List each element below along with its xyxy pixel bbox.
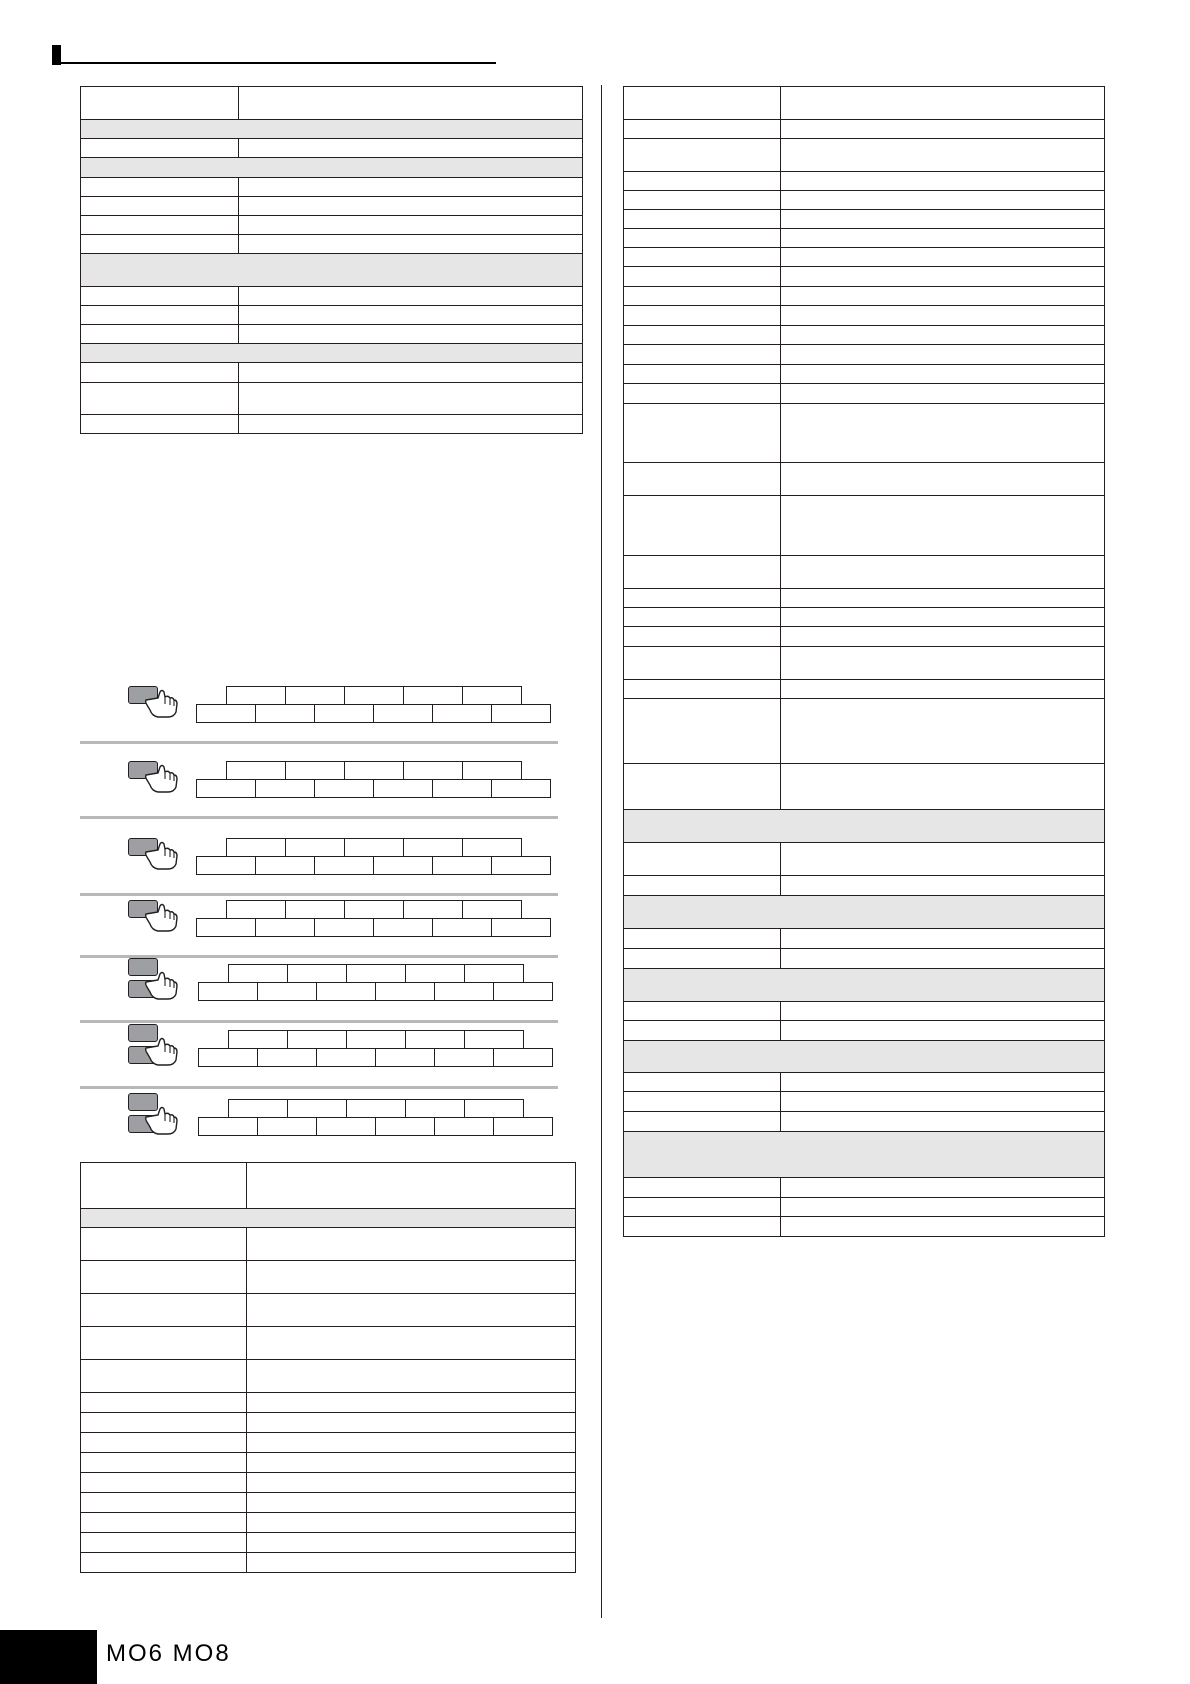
keyboard-key-lower — [316, 1117, 376, 1136]
keyboard-key-lower — [255, 704, 315, 723]
keyboard-key-upper — [405, 1099, 465, 1118]
diagram-separator — [80, 1086, 558, 1089]
table-row — [624, 1073, 1105, 1092]
keyboard-key-lower — [198, 982, 258, 1001]
keyboard-key-upper — [403, 686, 463, 705]
hand-pressing-button-icon — [144, 688, 182, 723]
keyboard-key-upper — [285, 761, 345, 780]
table-row — [624, 589, 1105, 608]
table-header-row — [81, 1163, 576, 1209]
keyboard-key-lower — [434, 982, 494, 1001]
keyboard-key-upper — [464, 1099, 524, 1118]
keyboard-key-upper — [344, 686, 404, 705]
table-section-row — [624, 969, 1105, 1002]
keyboard-key-upper — [462, 838, 522, 857]
keyboard-key-upper — [346, 1030, 406, 1049]
table-row — [624, 843, 1105, 876]
table-row — [624, 120, 1105, 139]
table-row — [624, 1092, 1105, 1112]
table-section-row — [81, 254, 583, 287]
keyboard-key-lower — [196, 704, 256, 723]
footer-page-block — [0, 1630, 97, 1684]
table-row — [81, 216, 583, 235]
table-row — [81, 1553, 576, 1573]
keyboard-key-upper — [403, 761, 463, 780]
keyboard-key-lower — [257, 1048, 317, 1067]
hand-pressing-button-icon — [144, 840, 182, 875]
table-row — [624, 1198, 1105, 1217]
keyboard-key-upper — [464, 964, 524, 983]
table-row — [624, 647, 1105, 680]
keyboard-key-upper — [464, 1030, 524, 1049]
keyboard-key-upper — [344, 900, 404, 919]
table-section-row — [624, 1132, 1105, 1178]
keyboard-key-lower — [375, 1117, 435, 1136]
keyboard-key-lower — [314, 779, 374, 798]
keyboard-key-upper — [226, 838, 286, 857]
table-row — [81, 1473, 576, 1493]
product-logo: MO6 MO8 — [106, 1640, 231, 1667]
table-row — [81, 1453, 576, 1473]
keyboard-key-upper — [226, 900, 286, 919]
keyboard-key-upper — [228, 964, 288, 983]
table-row — [624, 627, 1105, 647]
keyboard-key-lower — [314, 918, 374, 937]
diagram-separator — [80, 955, 558, 958]
keyboard-key-lower — [491, 856, 551, 875]
table-row — [624, 191, 1105, 210]
keyboard-key-lower — [196, 856, 256, 875]
table-section-row — [624, 896, 1105, 929]
table-row — [81, 306, 583, 325]
column-divider — [601, 85, 602, 1618]
keyboard-key-lower — [255, 856, 315, 875]
table-row — [624, 608, 1105, 627]
table-row — [624, 463, 1105, 496]
table-section-row — [81, 120, 583, 139]
keyboard-key-upper — [403, 900, 463, 919]
table-row — [624, 1112, 1105, 1132]
keyboard-key-upper — [344, 838, 404, 857]
keyboard-key-upper — [226, 686, 286, 705]
table-row — [624, 876, 1105, 896]
table-row — [624, 764, 1105, 810]
table-row — [624, 1021, 1105, 1041]
keyboard-key-upper — [287, 964, 347, 983]
table-section-row — [81, 158, 583, 178]
table-row — [624, 496, 1105, 556]
keyboard-key-lower — [196, 918, 256, 937]
keyboard-key-upper — [462, 761, 522, 780]
table-section-row — [81, 344, 583, 363]
table-row — [624, 287, 1105, 306]
table-header-row — [81, 87, 583, 120]
diagram-separator — [80, 741, 558, 744]
keyboard-key-lower — [198, 1048, 258, 1067]
keyboard-key-upper — [228, 1099, 288, 1118]
table-right — [623, 86, 1105, 1237]
table-row — [81, 1327, 576, 1360]
table-row — [81, 325, 583, 344]
keyboard-key-lower — [493, 1048, 553, 1067]
keyboard-key-upper — [285, 838, 345, 857]
keyboard-key-lower — [255, 779, 315, 798]
table-row — [81, 178, 583, 197]
table-row — [81, 1413, 576, 1433]
keyboard-key-upper — [226, 761, 286, 780]
table-row — [624, 1002, 1105, 1021]
keyboard-key-lower — [316, 982, 376, 1001]
keyboard-key-upper — [228, 1030, 288, 1049]
table-row — [81, 1393, 576, 1413]
table-row — [624, 326, 1105, 345]
keyboard-key-upper — [346, 1099, 406, 1118]
table-row — [624, 1178, 1105, 1198]
table-row — [624, 139, 1105, 172]
keyboard-key-lower — [434, 1117, 494, 1136]
table-row — [624, 384, 1105, 404]
keyboard-key-lower — [432, 779, 492, 798]
hand-pressing-button-icon — [144, 763, 182, 798]
table-row — [624, 210, 1105, 229]
table-row — [624, 680, 1105, 699]
keyboard-key-lower — [375, 982, 435, 1001]
hand-pressing-two-buttons-icon — [144, 1036, 182, 1071]
keyboard-key-lower — [493, 982, 553, 1001]
keyboard-key-upper — [285, 686, 345, 705]
keyboard-key-lower — [493, 1117, 553, 1136]
table-row — [81, 383, 583, 415]
keyboard-key-upper — [405, 964, 465, 983]
table-row — [81, 1294, 576, 1327]
keyboard-key-lower — [257, 982, 317, 1001]
table-row — [624, 306, 1105, 326]
table-row — [81, 287, 583, 306]
table-row — [81, 1261, 576, 1294]
table-row — [81, 415, 583, 434]
table-row — [624, 229, 1105, 248]
keyboard-key-upper — [287, 1099, 347, 1118]
table-row — [624, 172, 1105, 191]
table-row — [81, 197, 583, 216]
keyboard-key-upper — [285, 900, 345, 919]
diagram-separator — [80, 1020, 558, 1023]
keyboard-key-upper — [405, 1030, 465, 1049]
table-row — [624, 699, 1105, 764]
keyboard-key-lower — [432, 704, 492, 723]
keyboard-key-lower — [491, 918, 551, 937]
keyboard-key-lower — [491, 704, 551, 723]
keyboard-key-lower — [373, 704, 433, 723]
table-section-row — [624, 1041, 1105, 1073]
hand-pressing-two-buttons-icon — [144, 1105, 182, 1140]
keyboard-key-lower — [373, 918, 433, 937]
keyboard-key-lower — [432, 856, 492, 875]
table-row — [624, 248, 1105, 267]
keyboard-key-lower — [196, 779, 256, 798]
table-row — [624, 929, 1105, 949]
keyboard-key-lower — [257, 1117, 317, 1136]
keyboard-key-lower — [316, 1048, 376, 1067]
table-top-left — [80, 86, 583, 434]
keyboard-key-upper — [287, 1030, 347, 1049]
keyboard-key-lower — [373, 779, 433, 798]
keyboard-key-lower — [198, 1117, 258, 1136]
table-row — [81, 1360, 576, 1393]
table-section-row — [81, 1209, 576, 1228]
table-row — [624, 267, 1105, 287]
table-row — [624, 1217, 1105, 1237]
hand-pressing-two-buttons-icon — [144, 970, 182, 1005]
diagram-separator — [80, 816, 558, 819]
keyboard-key-lower — [255, 918, 315, 937]
table-row — [81, 1228, 576, 1261]
table-row — [624, 404, 1105, 463]
table-row — [81, 139, 583, 158]
keyboard-key-lower — [375, 1048, 435, 1067]
table-row — [81, 363, 583, 383]
keyboard-key-upper — [462, 900, 522, 919]
keyboard-key-lower — [373, 856, 433, 875]
keyboard-key-lower — [432, 918, 492, 937]
header-rule — [52, 62, 496, 64]
table-header-row — [624, 87, 1105, 120]
hand-pressing-button-icon — [144, 902, 182, 937]
table-row — [624, 365, 1105, 384]
table-row — [624, 949, 1105, 969]
table-row — [81, 1533, 576, 1553]
keyboard-key-lower — [314, 704, 374, 723]
keyboard-key-lower — [491, 779, 551, 798]
keyboard-key-upper — [403, 838, 463, 857]
table-bottom-left — [80, 1162, 576, 1573]
table-row — [81, 235, 583, 254]
keyboard-key-upper — [346, 964, 406, 983]
table-row — [81, 1433, 576, 1453]
keyboard-key-upper — [462, 686, 522, 705]
keyboard-key-lower — [314, 856, 374, 875]
table-row — [81, 1513, 576, 1533]
table-row — [81, 1493, 576, 1513]
table-row — [624, 345, 1105, 365]
keyboard-key-upper — [344, 761, 404, 780]
keyboard-key-lower — [434, 1048, 494, 1067]
diagram-separator — [80, 893, 558, 896]
table-row — [624, 556, 1105, 589]
table-section-row — [624, 810, 1105, 843]
